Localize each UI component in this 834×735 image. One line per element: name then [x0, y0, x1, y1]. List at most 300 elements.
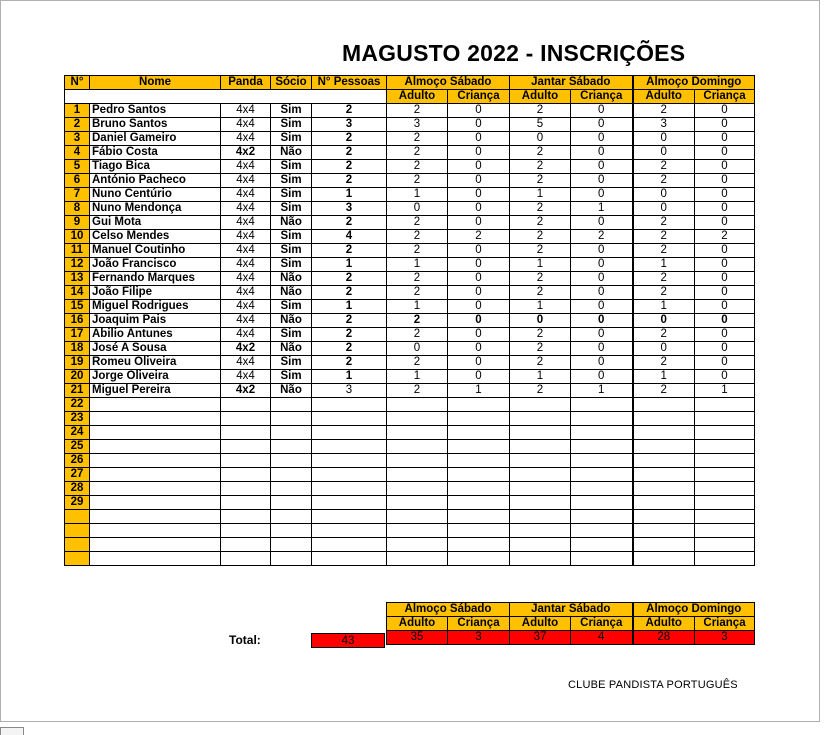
cell-panda[interactable]: 4x4 [221, 118, 271, 132]
cell-as-c[interactable]: 0 [448, 146, 510, 160]
cell-js-c[interactable]: 0 [571, 272, 633, 286]
cell-pessoas[interactable] [312, 398, 387, 412]
cell-panda[interactable]: 4x4 [221, 258, 271, 272]
cell-js-c[interactable]: 0 [571, 300, 633, 314]
cell-ad-c[interactable] [695, 454, 755, 468]
cell-as-a[interactable]: 2 [387, 244, 448, 258]
cell-js-c[interactable] [571, 496, 633, 510]
cell-js-c[interactable] [571, 440, 633, 454]
cell-ad-c[interactable]: 0 [695, 272, 755, 286]
cell-js-c[interactable]: 1 [571, 202, 633, 216]
cell-ad-a[interactable] [633, 510, 695, 524]
cell-as-c[interactable]: 0 [448, 160, 510, 174]
cell-ad-c[interactable] [695, 496, 755, 510]
cell-js-a[interactable]: 2 [510, 160, 571, 174]
cell-nome[interactable]: Daniel Gameiro [90, 132, 221, 146]
cell-panda[interactable] [221, 510, 271, 524]
cell-as-c[interactable] [448, 426, 510, 440]
cell-socio[interactable]: Não [271, 342, 312, 356]
cell-socio[interactable]: Não [271, 314, 312, 328]
cell-nome[interactable]: Jorge Oliveira [90, 370, 221, 384]
cell-as-c[interactable]: 0 [448, 328, 510, 342]
cell-socio[interactable] [271, 454, 312, 468]
cell-socio[interactable]: Sim [271, 370, 312, 384]
cell-num[interactable]: 11 [65, 244, 90, 258]
cell-as-c[interactable]: 0 [448, 258, 510, 272]
cell-js-a[interactable]: 2 [510, 174, 571, 188]
cell-ad-c[interactable]: 0 [695, 104, 755, 118]
cell-js-a[interactable]: 1 [510, 258, 571, 272]
cell-socio[interactable]: Sim [271, 188, 312, 202]
cell-js-c[interactable] [571, 482, 633, 496]
cell-js-a[interactable]: 0 [510, 314, 571, 328]
cell-pessoas[interactable] [312, 482, 387, 496]
cell-js-a[interactable]: 2 [510, 104, 571, 118]
cell-nome[interactable]: Miguel Rodrigues [90, 300, 221, 314]
cell-num[interactable]: 25 [65, 440, 90, 454]
cell-as-a[interactable]: 2 [387, 272, 448, 286]
cell-ad-a[interactable]: 2 [633, 216, 695, 230]
cell-nome[interactable]: Tiago Bica [90, 160, 221, 174]
cell-socio[interactable] [271, 440, 312, 454]
cell-ad-c[interactable]: 0 [695, 258, 755, 272]
cell-ad-a[interactable]: 2 [633, 286, 695, 300]
cell-panda[interactable] [221, 538, 271, 552]
cell-as-a[interactable]: 1 [387, 258, 448, 272]
cell-as-c[interactable]: 0 [448, 118, 510, 132]
cell-js-a[interactable]: 2 [510, 272, 571, 286]
cell-pessoas[interactable]: 2 [312, 146, 387, 160]
cell-ad-a[interactable]: 0 [633, 342, 695, 356]
cell-num[interactable]: 7 [65, 188, 90, 202]
cell-js-c[interactable]: 0 [571, 342, 633, 356]
cell-js-c[interactable]: 0 [571, 146, 633, 160]
cell-nome[interactable] [90, 510, 221, 524]
cell-ad-a[interactable]: 0 [633, 202, 695, 216]
cell-js-a[interactable]: 2 [510, 146, 571, 160]
cell-panda[interactable] [221, 496, 271, 510]
cell-nome[interactable] [90, 524, 221, 538]
cell-js-c[interactable]: 0 [571, 370, 633, 384]
cell-panda[interactable] [221, 398, 271, 412]
cell-as-a[interactable]: 1 [387, 188, 448, 202]
cell-socio[interactable] [271, 524, 312, 538]
cell-as-c[interactable] [448, 552, 510, 566]
cell-js-c[interactable]: 0 [571, 104, 633, 118]
cell-as-c[interactable] [448, 510, 510, 524]
cell-ad-c[interactable]: 0 [695, 202, 755, 216]
cell-js-c[interactable]: 1 [571, 384, 633, 398]
cell-ad-a[interactable] [633, 552, 695, 566]
cell-js-a[interactable] [510, 426, 571, 440]
cell-js-a[interactable]: 2 [510, 286, 571, 300]
cell-ad-a[interactable]: 2 [633, 384, 695, 398]
cell-pessoas[interactable] [312, 496, 387, 510]
cell-js-a[interactable]: 2 [510, 328, 571, 342]
cell-ad-c[interactable]: 0 [695, 314, 755, 328]
cell-pessoas[interactable]: 2 [312, 104, 387, 118]
cell-as-c[interactable]: 0 [448, 342, 510, 356]
cell-socio[interactable] [271, 510, 312, 524]
cell-as-a[interactable] [387, 468, 448, 482]
cell-num[interactable]: 9 [65, 216, 90, 230]
cell-js-a[interactable] [510, 468, 571, 482]
cell-panda[interactable]: 4x4 [221, 286, 271, 300]
cell-panda[interactable] [221, 468, 271, 482]
cell-num[interactable]: 23 [65, 412, 90, 426]
cell-pessoas[interactable]: 2 [312, 314, 387, 328]
cell-pessoas[interactable]: 4 [312, 230, 387, 244]
cell-socio[interactable]: Não [271, 286, 312, 300]
cell-as-a[interactable] [387, 496, 448, 510]
cell-ad-c[interactable] [695, 440, 755, 454]
cell-as-c[interactable]: 0 [448, 356, 510, 370]
cell-socio[interactable] [271, 398, 312, 412]
cell-js-a[interactable]: 5 [510, 118, 571, 132]
cell-as-c[interactable] [448, 454, 510, 468]
cell-as-a[interactable] [387, 412, 448, 426]
cell-as-a[interactable]: 2 [387, 384, 448, 398]
cell-ad-c[interactable]: 0 [695, 370, 755, 384]
cell-as-c[interactable] [448, 398, 510, 412]
cell-js-c[interactable]: 0 [571, 216, 633, 230]
cell-socio[interactable] [271, 538, 312, 552]
cell-nome[interactable]: Manuel Coutinho [90, 244, 221, 258]
cell-js-a[interactable]: 2 [510, 230, 571, 244]
cell-num[interactable]: 26 [65, 454, 90, 468]
cell-panda[interactable] [221, 524, 271, 538]
cell-js-c[interactable]: 0 [571, 132, 633, 146]
cell-num[interactable]: 29 [65, 496, 90, 510]
cell-ad-a[interactable] [633, 398, 695, 412]
cell-js-c[interactable]: 0 [571, 160, 633, 174]
cell-as-c[interactable] [448, 496, 510, 510]
cell-js-c[interactable] [571, 510, 633, 524]
cell-js-c[interactable]: 0 [571, 286, 633, 300]
cell-panda[interactable] [221, 552, 271, 566]
cell-num[interactable]: 10 [65, 230, 90, 244]
cell-pessoas[interactable]: 2 [312, 132, 387, 146]
cell-as-a[interactable]: 1 [387, 370, 448, 384]
cell-panda[interactable]: 4x4 [221, 314, 271, 328]
cell-ad-c[interactable]: 0 [695, 174, 755, 188]
cell-num[interactable] [65, 510, 90, 524]
cell-num[interactable] [65, 524, 90, 538]
cell-js-c[interactable] [571, 468, 633, 482]
cell-as-a[interactable] [387, 440, 448, 454]
cell-panda[interactable]: 4x4 [221, 370, 271, 384]
cell-num[interactable]: 12 [65, 258, 90, 272]
cell-num[interactable]: 20 [65, 370, 90, 384]
cell-num[interactable]: 24 [65, 426, 90, 440]
cell-js-c[interactable] [571, 398, 633, 412]
cell-js-a[interactable]: 1 [510, 188, 571, 202]
cell-num[interactable]: 14 [65, 286, 90, 300]
cell-as-a[interactable]: 1 [387, 300, 448, 314]
cell-js-a[interactable]: 0 [510, 132, 571, 146]
cell-as-c[interactable]: 0 [448, 104, 510, 118]
cell-panda[interactable]: 4x4 [221, 300, 271, 314]
cell-ad-c[interactable] [695, 468, 755, 482]
cell-num[interactable]: 13 [65, 272, 90, 286]
cell-as-a[interactable]: 2 [387, 132, 448, 146]
cell-ad-a[interactable]: 2 [633, 272, 695, 286]
cell-as-a[interactable] [387, 482, 448, 496]
cell-pessoas[interactable]: 2 [312, 286, 387, 300]
cell-ad-a[interactable]: 1 [633, 258, 695, 272]
cell-as-a[interactable] [387, 454, 448, 468]
cell-js-c[interactable]: 0 [571, 314, 633, 328]
cell-as-a[interactable] [387, 552, 448, 566]
cell-as-c[interactable]: 1 [448, 384, 510, 398]
cell-js-c[interactable]: 0 [571, 118, 633, 132]
cell-js-a[interactable]: 2 [510, 216, 571, 230]
cell-pessoas[interactable] [312, 552, 387, 566]
cell-nome[interactable]: Romeu Oliveira [90, 356, 221, 370]
cell-nome[interactable] [90, 482, 221, 496]
cell-as-c[interactable] [448, 538, 510, 552]
cell-as-a[interactable]: 2 [387, 174, 448, 188]
cell-ad-c[interactable] [695, 524, 755, 538]
cell-socio[interactable]: Sim [271, 104, 312, 118]
cell-pessoas[interactable]: 2 [312, 356, 387, 370]
cell-as-a[interactable]: 2 [387, 356, 448, 370]
cell-ad-c[interactable]: 0 [695, 300, 755, 314]
cell-pessoas[interactable]: 2 [312, 272, 387, 286]
cell-ad-c[interactable]: 0 [695, 328, 755, 342]
cell-as-a[interactable]: 0 [387, 342, 448, 356]
cell-as-a[interactable]: 2 [387, 104, 448, 118]
cell-num[interactable]: 18 [65, 342, 90, 356]
cell-ad-c[interactable]: 0 [695, 188, 755, 202]
cell-ad-c[interactable]: 0 [695, 356, 755, 370]
cell-ad-c[interactable] [695, 482, 755, 496]
cell-ad-c[interactable]: 0 [695, 244, 755, 258]
cell-pessoas[interactable]: 2 [312, 244, 387, 258]
cell-num[interactable]: 27 [65, 468, 90, 482]
cell-pessoas[interactable]: 1 [312, 258, 387, 272]
cell-ad-c[interactable] [695, 412, 755, 426]
cell-nome[interactable]: Gui Mota [90, 216, 221, 230]
cell-nome[interactable] [90, 538, 221, 552]
cell-ad-a[interactable]: 1 [633, 300, 695, 314]
cell-ad-a[interactable]: 2 [633, 230, 695, 244]
cell-ad-a[interactable] [633, 482, 695, 496]
cell-panda[interactable]: 4x4 [221, 244, 271, 258]
cell-js-a[interactable] [510, 524, 571, 538]
cell-socio[interactable]: Sim [271, 174, 312, 188]
cell-ad-a[interactable]: 2 [633, 160, 695, 174]
cell-socio[interactable] [271, 468, 312, 482]
cell-as-a[interactable]: 2 [387, 286, 448, 300]
cell-socio[interactable] [271, 496, 312, 510]
cell-as-a[interactable]: 2 [387, 146, 448, 160]
cell-ad-c[interactable] [695, 538, 755, 552]
cell-nome[interactable]: Bruno Santos [90, 118, 221, 132]
cell-socio[interactable] [271, 412, 312, 426]
cell-as-c[interactable] [448, 482, 510, 496]
cell-nome[interactable]: Celso Mendes [90, 230, 221, 244]
cell-ad-a[interactable] [633, 412, 695, 426]
cell-as-c[interactable]: 0 [448, 202, 510, 216]
cell-as-a[interactable]: 3 [387, 118, 448, 132]
cell-js-c[interactable]: 0 [571, 356, 633, 370]
cell-as-c[interactable]: 0 [448, 216, 510, 230]
cell-panda[interactable] [221, 440, 271, 454]
cell-js-c[interactable]: 0 [571, 244, 633, 258]
cell-ad-a[interactable]: 0 [633, 188, 695, 202]
cell-as-a[interactable]: 2 [387, 160, 448, 174]
cell-ad-c[interactable]: 0 [695, 286, 755, 300]
cell-num[interactable]: 19 [65, 356, 90, 370]
cell-pessoas[interactable]: 2 [312, 174, 387, 188]
cell-num[interactable]: 17 [65, 328, 90, 342]
cell-as-a[interactable]: 2 [387, 314, 448, 328]
cell-pessoas[interactable]: 2 [312, 216, 387, 230]
cell-as-c[interactable]: 0 [448, 272, 510, 286]
cell-socio[interactable]: Sim [271, 160, 312, 174]
cell-panda[interactable] [221, 412, 271, 426]
cell-socio[interactable]: Não [271, 146, 312, 160]
cell-pessoas[interactable]: 2 [312, 160, 387, 174]
cell-ad-c[interactable] [695, 510, 755, 524]
cell-ad-a[interactable]: 2 [633, 104, 695, 118]
cell-ad-c[interactable]: 2 [695, 230, 755, 244]
cell-pessoas[interactable] [312, 524, 387, 538]
cell-js-a[interactable]: 1 [510, 300, 571, 314]
cell-ad-c[interactable]: 0 [695, 216, 755, 230]
cell-ad-a[interactable] [633, 468, 695, 482]
cell-js-c[interactable] [571, 426, 633, 440]
cell-pessoas[interactable]: 3 [312, 202, 387, 216]
cell-ad-a[interactable]: 1 [633, 370, 695, 384]
cell-js-c[interactable]: 0 [571, 258, 633, 272]
cell-nome[interactable]: João Filipe [90, 286, 221, 300]
cell-ad-c[interactable]: 0 [695, 118, 755, 132]
cell-ad-a[interactable]: 2 [633, 174, 695, 188]
cell-pessoas[interactable] [312, 412, 387, 426]
cell-as-c[interactable]: 0 [448, 174, 510, 188]
cell-as-c[interactable]: 0 [448, 244, 510, 258]
cell-panda[interactable]: 4x4 [221, 328, 271, 342]
cell-ad-c[interactable] [695, 426, 755, 440]
cell-ad-a[interactable]: 2 [633, 328, 695, 342]
cell-js-a[interactable]: 2 [510, 356, 571, 370]
cell-panda[interactable] [221, 454, 271, 468]
cell-panda[interactable]: 4x4 [221, 174, 271, 188]
cell-js-a[interactable] [510, 538, 571, 552]
cell-ad-c[interactable]: 1 [695, 384, 755, 398]
cell-ad-c[interactable]: 0 [695, 132, 755, 146]
cell-js-c[interactable]: 0 [571, 174, 633, 188]
cell-js-c[interactable] [571, 412, 633, 426]
cell-nome[interactable]: João Francisco [90, 258, 221, 272]
cell-pessoas[interactable] [312, 510, 387, 524]
cell-ad-a[interactable]: 3 [633, 118, 695, 132]
cell-as-a[interactable] [387, 426, 448, 440]
cell-num[interactable]: 6 [65, 174, 90, 188]
cell-ad-a[interactable]: 0 [633, 314, 695, 328]
cell-js-a[interactable] [510, 440, 571, 454]
cell-as-c[interactable]: 0 [448, 188, 510, 202]
cell-socio[interactable]: Sim [271, 118, 312, 132]
cell-js-a[interactable] [510, 510, 571, 524]
cell-socio[interactable]: Sim [271, 328, 312, 342]
cell-panda[interactable]: 4x4 [221, 230, 271, 244]
cell-as-c[interactable] [448, 412, 510, 426]
cell-nome[interactable] [90, 412, 221, 426]
cell-nome[interactable]: José A Sousa [90, 342, 221, 356]
cell-socio[interactable]: Sim [271, 258, 312, 272]
cell-ad-a[interactable]: 0 [633, 132, 695, 146]
cell-nome[interactable]: Miguel Pereira [90, 384, 221, 398]
cell-num[interactable]: 3 [65, 132, 90, 146]
cell-nome[interactable] [90, 398, 221, 412]
cell-panda[interactable]: 4x2 [221, 342, 271, 356]
cell-socio[interactable]: Sim [271, 244, 312, 258]
cell-ad-a[interactable]: 0 [633, 146, 695, 160]
cell-socio[interactable] [271, 426, 312, 440]
cell-js-a[interactable]: 2 [510, 202, 571, 216]
cell-num[interactable]: 16 [65, 314, 90, 328]
cell-js-c[interactable] [571, 454, 633, 468]
cell-ad-a[interactable]: 2 [633, 356, 695, 370]
cell-as-c[interactable]: 0 [448, 286, 510, 300]
cell-panda[interactable]: 4x4 [221, 160, 271, 174]
cell-ad-c[interactable]: 0 [695, 146, 755, 160]
cell-num[interactable]: 8 [65, 202, 90, 216]
cell-js-a[interactable] [510, 496, 571, 510]
cell-as-c[interactable]: 0 [448, 300, 510, 314]
cell-as-a[interactable] [387, 398, 448, 412]
cell-nome[interactable]: Nuno Mendonça [90, 202, 221, 216]
cell-ad-a[interactable] [633, 454, 695, 468]
cell-socio[interactable]: Não [271, 384, 312, 398]
cell-num[interactable]: 5 [65, 160, 90, 174]
cell-ad-a[interactable] [633, 426, 695, 440]
cell-as-c[interactable]: 0 [448, 314, 510, 328]
cell-js-c[interactable] [571, 538, 633, 552]
cell-js-c[interactable]: 2 [571, 230, 633, 244]
cell-ad-a[interactable] [633, 440, 695, 454]
cell-ad-a[interactable] [633, 524, 695, 538]
cell-socio[interactable]: Sim [271, 300, 312, 314]
cell-as-c[interactable]: 0 [448, 370, 510, 384]
cell-socio[interactable]: Sim [271, 230, 312, 244]
cell-num[interactable]: 2 [65, 118, 90, 132]
cell-js-a[interactable] [510, 454, 571, 468]
cell-pessoas[interactable] [312, 454, 387, 468]
cell-as-c[interactable] [448, 524, 510, 538]
cell-pessoas[interactable]: 2 [312, 328, 387, 342]
cell-panda[interactable]: 4x2 [221, 146, 271, 160]
cell-ad-c[interactable]: 0 [695, 160, 755, 174]
cell-socio[interactable]: Não [271, 216, 312, 230]
cell-js-a[interactable] [510, 552, 571, 566]
cell-nome[interactable]: Abilio Antunes [90, 328, 221, 342]
cell-as-a[interactable] [387, 538, 448, 552]
cell-nome[interactable] [90, 426, 221, 440]
cell-nome[interactable] [90, 496, 221, 510]
cell-panda[interactable]: 4x4 [221, 272, 271, 286]
cell-nome[interactable] [90, 468, 221, 482]
cell-panda[interactable] [221, 482, 271, 496]
cell-panda[interactable] [221, 426, 271, 440]
cell-nome[interactable] [90, 440, 221, 454]
cell-pessoas[interactable]: 2 [312, 342, 387, 356]
cell-nome[interactable]: Pedro Santos [90, 104, 221, 118]
cell-pessoas[interactable] [312, 426, 387, 440]
